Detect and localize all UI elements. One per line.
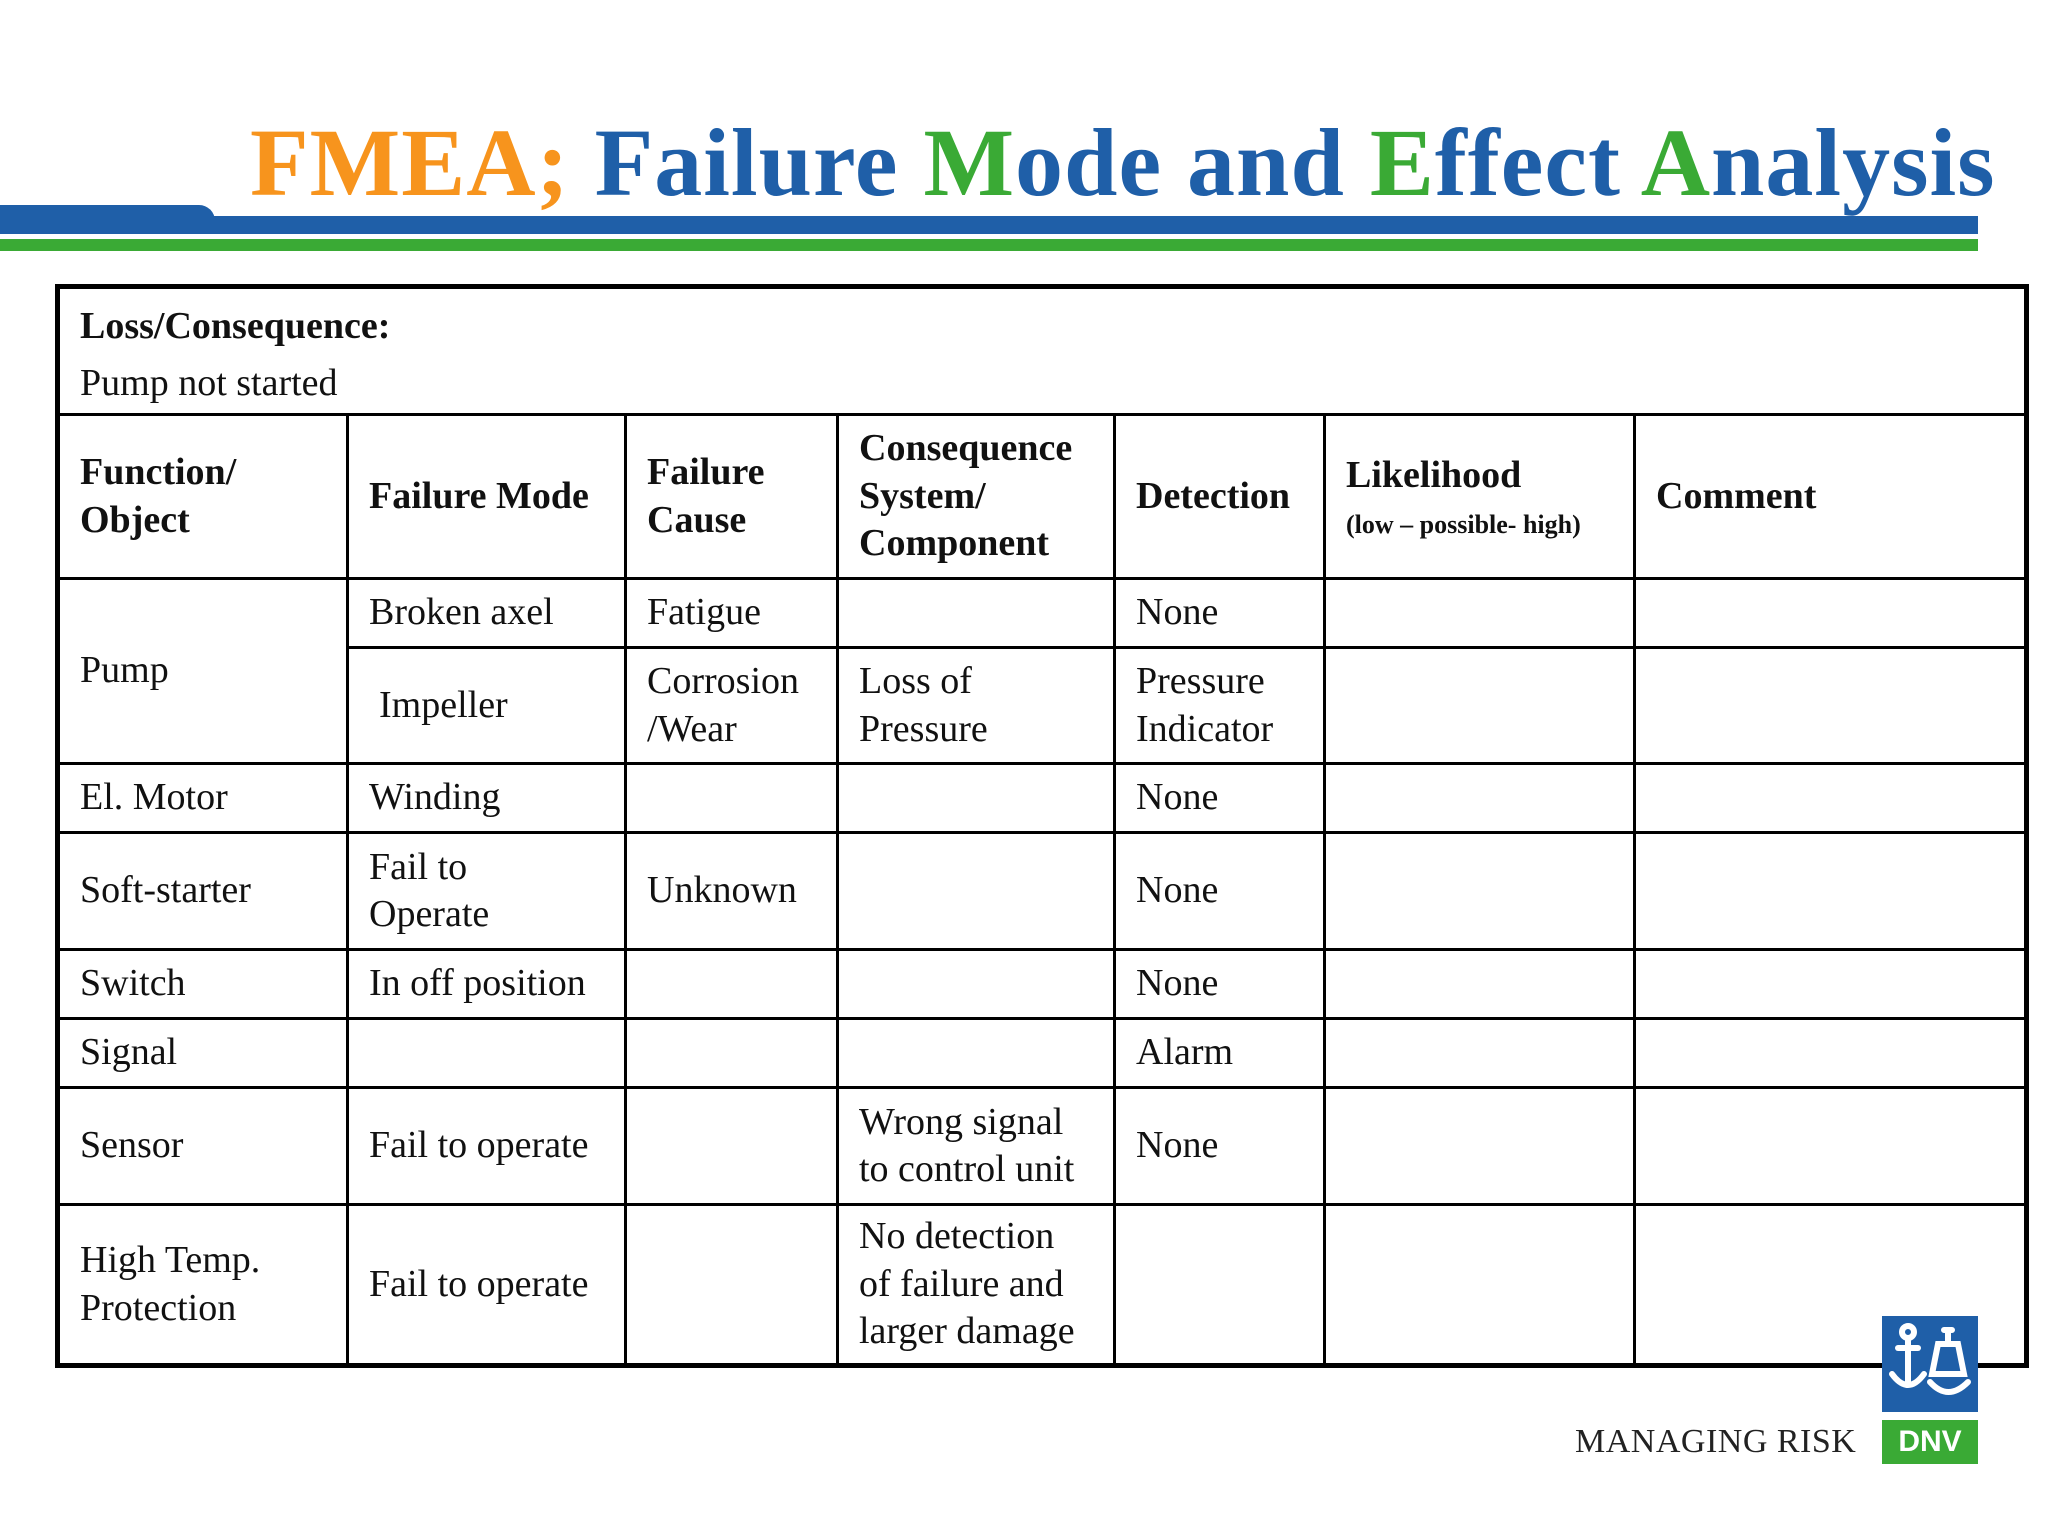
table-row — [58, 833, 2027, 950]
cell-detection: None — [1115, 950, 1325, 1019]
cell-object: High Temp. Protection — [58, 1205, 348, 1366]
cell-likelihood — [1325, 764, 1635, 833]
header-band-green — [0, 239, 1978, 251]
cell-failure-cause — [626, 1205, 838, 1366]
cell-failure-mode: Fail to Operate — [348, 833, 626, 950]
cell-failure-mode: Broken axel — [348, 579, 626, 648]
cell-object: Pump — [58, 579, 348, 764]
cell-detection: None — [1115, 1088, 1325, 1205]
loss-consequence-cell — [58, 287, 2027, 415]
dnv-ship-logo-icon — [1882, 1316, 1978, 1412]
cell-consequence: Loss of Pressure — [838, 648, 1115, 764]
cell-consequence: Wrong signal to control unit — [838, 1088, 1115, 1205]
table-row — [58, 648, 2027, 764]
cell-likelihood — [1325, 950, 1635, 1019]
cell-consequence: No detection of failure and larger damage — [838, 1205, 1115, 1366]
cell-consequence — [838, 579, 1115, 648]
cell-failure-mode — [348, 1019, 626, 1088]
table-row — [58, 764, 2027, 833]
cell-comment — [1635, 1088, 2027, 1205]
cell-object: El. Motor — [58, 764, 348, 833]
cell-failure-cause: Corrosion /Wear — [626, 648, 838, 764]
header-likelihood: Likelihood (low – possible- high) — [1325, 415, 1635, 579]
cell-detection — [1115, 1205, 1325, 1366]
cell-likelihood — [1325, 648, 1635, 764]
dnv-logo-text: DNV — [1882, 1420, 1978, 1464]
cell-likelihood — [1325, 833, 1635, 950]
header-row — [58, 415, 2027, 579]
loss-label: Loss/Consequence: — [80, 304, 391, 347]
table-row — [58, 1088, 2027, 1205]
cell-failure-mode: Impeller — [348, 648, 626, 764]
table-row — [58, 1205, 2027, 1366]
fmea-table — [55, 284, 2029, 1368]
header-failure-mode: Failure Mode — [348, 415, 626, 579]
cell-failure-mode: Fail to operate — [348, 1205, 626, 1366]
header-function: Function/ Object — [58, 415, 348, 579]
cell-comment — [1635, 579, 2027, 648]
cell-failure-cause — [626, 950, 838, 1019]
table-row — [58, 579, 2027, 648]
cell-comment — [1635, 950, 2027, 1019]
cell-detection: Pressure Indicator — [1115, 648, 1325, 764]
cell-consequence — [838, 764, 1115, 833]
cell-object: Switch — [58, 950, 348, 1019]
cell-failure-mode: Winding — [348, 764, 626, 833]
cell-object: Signal — [58, 1019, 348, 1088]
cell-failure-mode: In off position — [348, 950, 626, 1019]
cell-likelihood — [1325, 1205, 1635, 1366]
cell-comment — [1635, 1019, 2027, 1088]
page-title: FMEA; Failure Mode and Effect Analysis — [250, 109, 1996, 216]
cell-failure-cause — [626, 1088, 838, 1205]
cell-consequence — [838, 833, 1115, 950]
cell-detection: None — [1115, 579, 1325, 648]
cell-comment — [1635, 648, 2027, 764]
cell-failure-cause: Unknown — [626, 833, 838, 950]
cell-object: Sensor — [58, 1088, 348, 1205]
cell-likelihood — [1325, 1088, 1635, 1205]
cell-comment — [1635, 833, 2027, 950]
header-band-blue — [0, 216, 1978, 234]
header-consequence: Consequence System/ Component — [838, 415, 1115, 579]
table-row — [58, 950, 2027, 1019]
cell-detection: None — [1115, 764, 1325, 833]
header-comment: Comment — [1635, 415, 2027, 579]
cell-failure-cause: Fatigue — [626, 579, 838, 648]
loss-value: Pump not started — [80, 362, 338, 404]
cell-failure-mode: Fail to operate — [348, 1088, 626, 1205]
header-failure-cause: Failure Cause — [626, 415, 838, 579]
cell-consequence — [838, 1019, 1115, 1088]
cell-failure-cause — [626, 1019, 838, 1088]
footer-tagline: MANAGING RISK — [1575, 1423, 1857, 1460]
cell-comment — [1635, 764, 2027, 833]
cell-detection: Alarm — [1115, 1019, 1325, 1088]
header-detection: Detection — [1115, 415, 1325, 579]
cell-detection: None — [1115, 833, 1325, 950]
cell-consequence — [838, 950, 1115, 1019]
table-row — [58, 1019, 2027, 1088]
cell-object: Soft-starter — [58, 833, 348, 950]
cell-failure-cause — [626, 764, 838, 833]
cell-likelihood — [1325, 1019, 1635, 1088]
cell-likelihood — [1325, 579, 1635, 648]
